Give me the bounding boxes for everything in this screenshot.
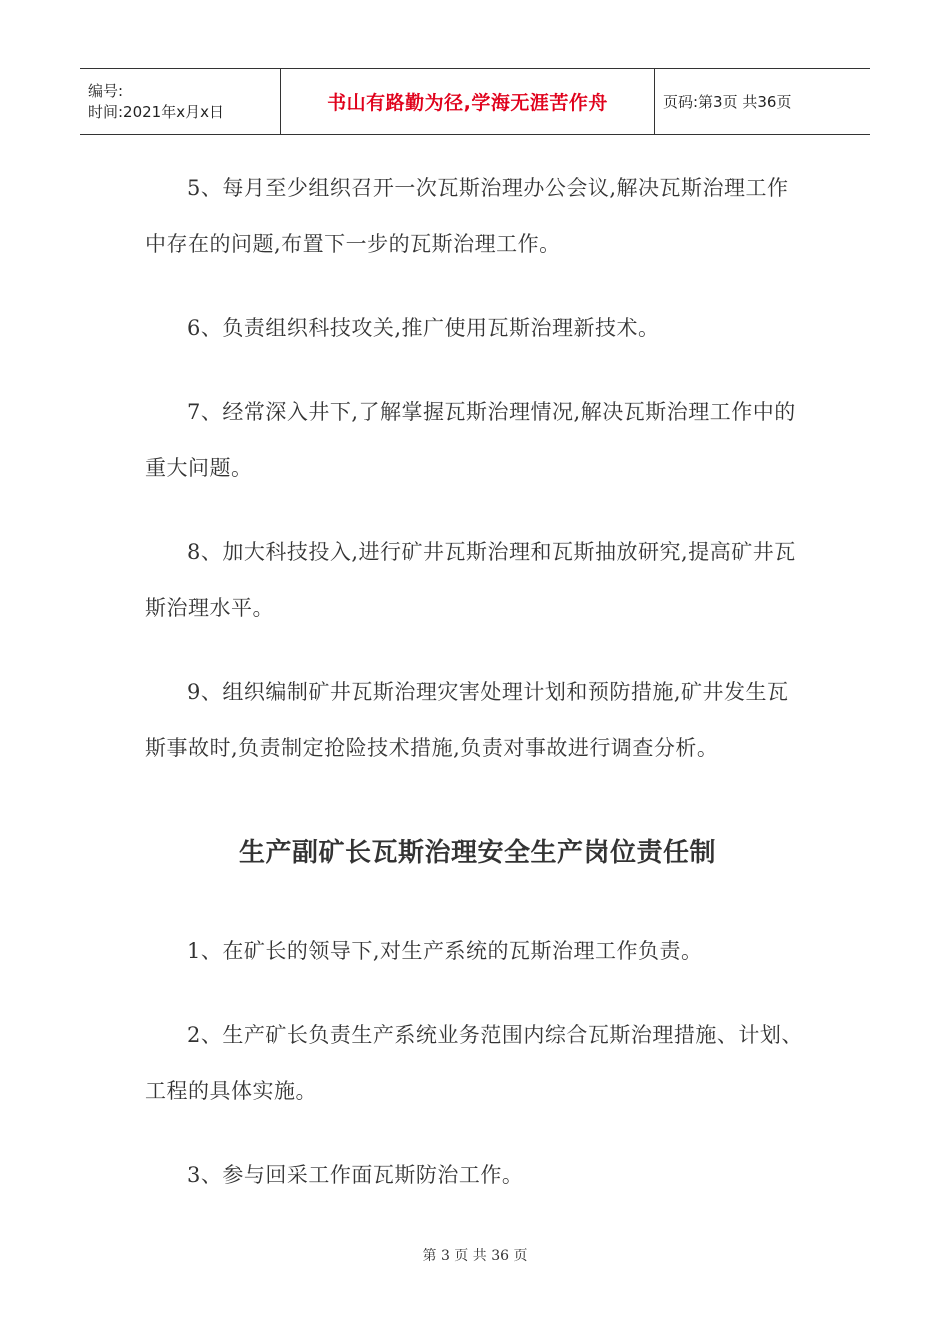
time-label: 时间:2021年x月x日 bbox=[88, 102, 224, 121]
serial-label: 编号: bbox=[88, 81, 124, 100]
header-motto-cell bbox=[281, 69, 655, 134]
paragraph: 3、参与回采工作面瓦斯防治工作。 bbox=[187, 1163, 524, 1187]
paragraph: 7、经常深入井下,了解掌握瓦斯治理情况,解决瓦斯治理工作中的重大问题。 bbox=[145, 400, 796, 480]
page-header bbox=[80, 68, 870, 135]
header-page-info-cell bbox=[655, 69, 870, 134]
paragraph: 9、组织编制矿井瓦斯治理灾害处理计划和预防措施,矿井发生瓦斯事故时,负责制定抢险技术措施,负责对事故进行调查分析。 bbox=[145, 680, 789, 760]
motto-text: 书山有路勤为径,学海无涯苦作舟 bbox=[327, 92, 608, 114]
document-body bbox=[145, 160, 810, 1231]
paragraph: 6、负责组织科技攻关,推广使用瓦斯治理新技术。 bbox=[187, 316, 660, 340]
paragraph: 8、加大科技投入,进行矿井瓦斯治理和瓦斯抽放研究,提高矿井瓦斯治理水平。 bbox=[145, 540, 796, 620]
page-info: 页码:第3页 共36页 bbox=[663, 93, 792, 111]
paragraph: 5、每月至少组织召开一次瓦斯治理办公会议,解决瓦斯治理工作中存在的问题,布置下一步的瓦斯治理工作。 bbox=[145, 176, 789, 256]
paragraph: 1、在矿长的领导下,对生产系统的瓦斯治理工作负责。 bbox=[187, 939, 703, 963]
paragraph: 2、生产矿长负责生产系统业务范围内综合瓦斯治理措施、计划、工程的具体实施。 bbox=[145, 1023, 803, 1103]
page-footer: 第 3 页 共 36 页 bbox=[422, 1248, 528, 1264]
header-meta bbox=[80, 69, 281, 134]
section-title: 生产副矿长瓦斯治理安全生产岗位责任制 bbox=[238, 838, 716, 868]
